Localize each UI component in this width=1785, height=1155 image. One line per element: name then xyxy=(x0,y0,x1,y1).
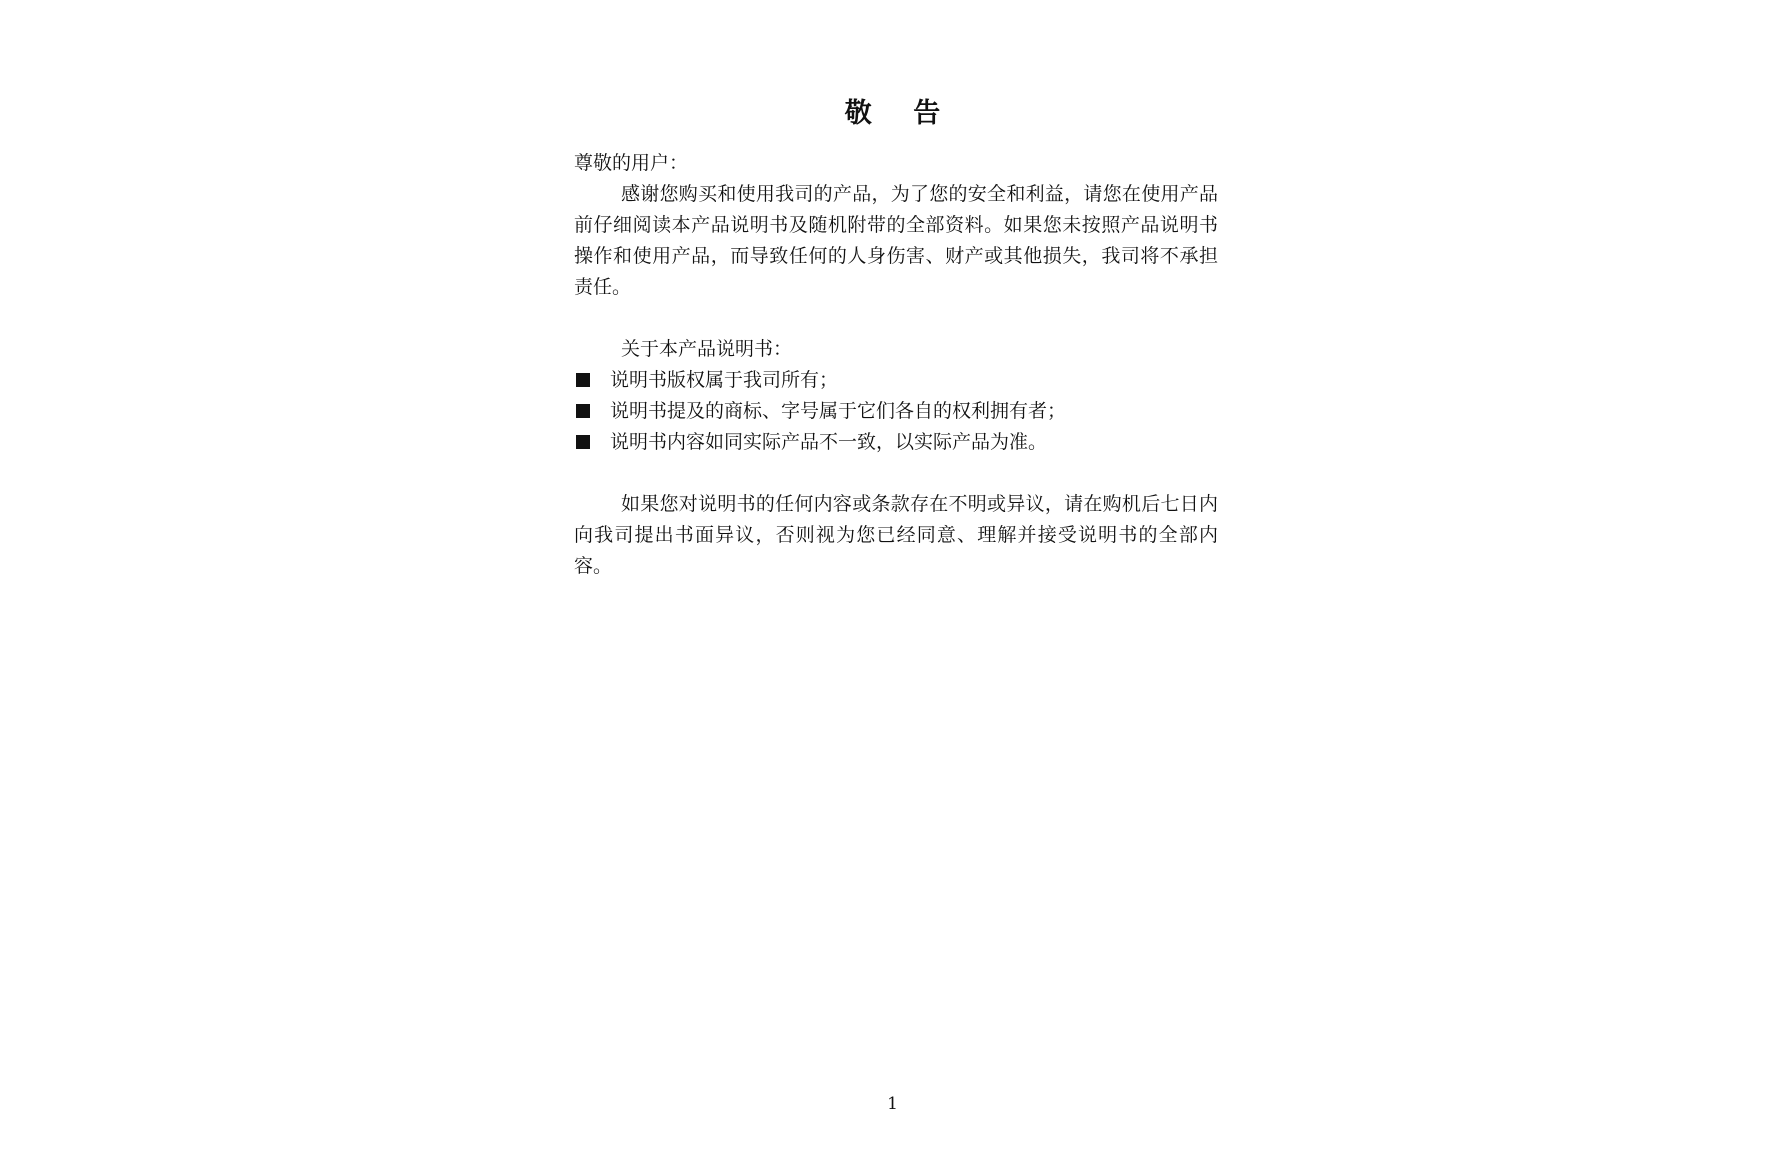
page-number: 1 xyxy=(887,1094,898,1114)
manual-notes-list xyxy=(574,365,1218,458)
about-heading: 关于本产品说明书： xyxy=(621,338,793,360)
paragraph-spacer xyxy=(574,303,1218,334)
square-bullet-icon xyxy=(574,365,610,396)
list-item-text: 说明书提及的商标、字号属于它们各自的权利拥有者； xyxy=(610,400,1067,422)
list-item xyxy=(574,396,1218,427)
list-item xyxy=(574,427,1218,458)
list-item-text: 说明书版权属于我司所有； xyxy=(610,369,839,391)
intro-paragraph: 感谢您购买和使用我司的产品，为了您的安全和利益，请您在使用产品前仔细阅读本产品说明书及随机附带的全部资料。如果您未按照产品说明书操作和使用产品，而导致任何的人身伤害、财产或其他损失，我司将不承担责任。 xyxy=(574,183,1218,298)
closing-paragraph: 如果您对说明书的任何内容或条款存在不明或异议，请在购机后七日内向我司提出书面异议，否则视为您已经同意、理解并接受说明书的全部内容。 xyxy=(574,493,1218,577)
list-item xyxy=(574,365,1218,396)
notice-content xyxy=(574,148,1218,582)
square-bullet-icon xyxy=(574,396,610,427)
salutation: 尊敬的用户： xyxy=(574,152,689,174)
page-title: 敬 告 xyxy=(844,98,957,129)
paragraph-spacer xyxy=(574,458,1218,489)
square-bullet-icon xyxy=(574,427,610,458)
list-item-text: 说明书内容如同实际产品不一致，以实际产品为准。 xyxy=(610,431,1048,453)
